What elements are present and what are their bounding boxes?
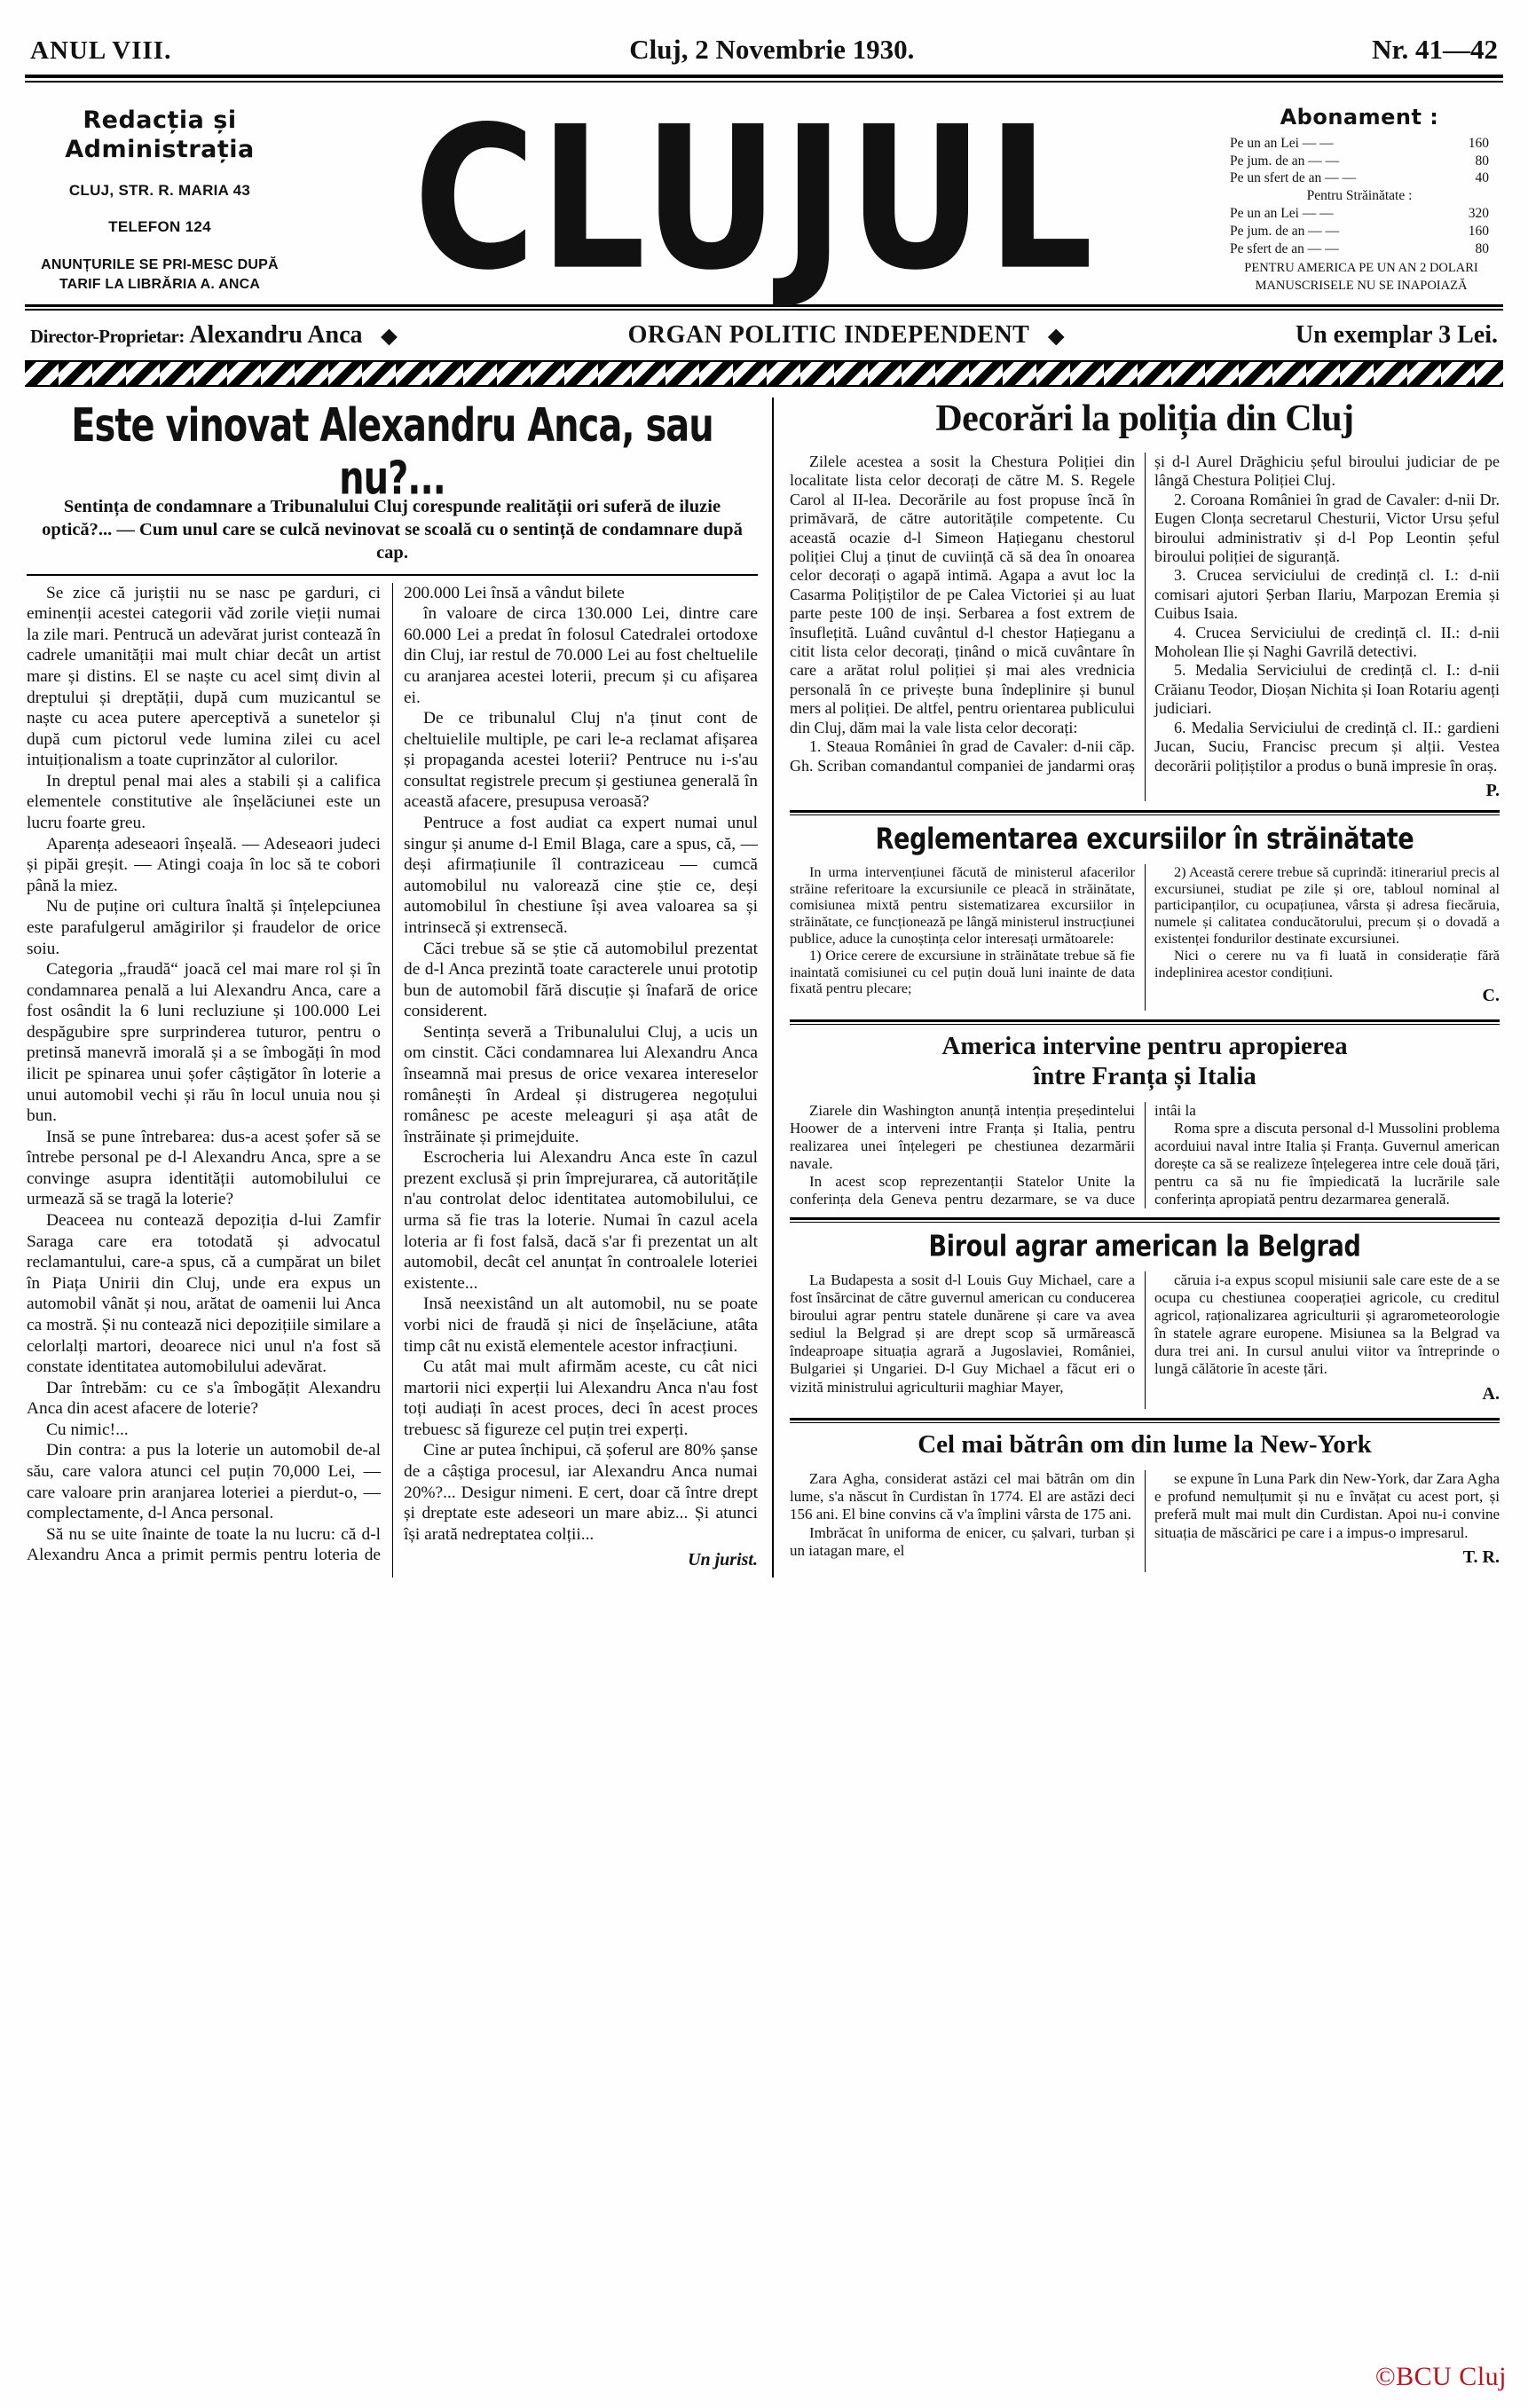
article-america <box>790 1032 1500 1208</box>
article-police-headline: Decorări la poliția din Cluj <box>935 398 1354 439</box>
paragraph: Dar întrebăm: cu ce s'a îmbogățit Alexandru Anca din acest afacere de loterie? <box>27 1378 381 1419</box>
editorial-address: CLUJ, STR. R. MARIA 43 <box>68 182 251 200</box>
article-excursii-body <box>790 864 1500 1011</box>
headline-line-2: între Franța și Italia <box>1033 1061 1256 1090</box>
sub-label: Pe jum. de an — — <box>1230 223 1340 239</box>
paragraph: 1. Steaua României în grad de Cavaler: d-nii căp. Gh. Scriban comandantul companiei de jandarmi oraș și d-l Aurel Drăghiciu șeful biroului judiciar de pe lângă Chestura Poliției Cluj. <box>790 452 1500 775</box>
foreign-subscription-heading: Pentru Străinătate : <box>1306 188 1413 204</box>
sub-label: Pe jum. de an — — <box>1230 153 1340 169</box>
organ-label: ORGAN POLITIC INDEPENDENT <box>627 321 1029 349</box>
paragraph: 1) Orice cerere de excursiune in străinătate trebue să fie inaintată comisiunei cu cel puțin două luni inainte de data fixată pentru plecare; <box>790 947 1135 997</box>
advertising-note: ANUNȚURILE SE PRI-MESC DUPĂ TARIF LA LIBRĂRIA A. ANCA <box>41 257 279 292</box>
ornament-band <box>25 360 1503 387</box>
paragraph: Cu nimic!... <box>46 1420 129 1439</box>
sub-value: 80 <box>1475 240 1489 256</box>
article-excursii <box>790 822 1500 1011</box>
page-header <box>0 0 1528 66</box>
paragraph: Insă se pune întrebarea: dus-a acest șofer să se întrebe personal pe d-l Alexandru Anca, spre a se convinge asupra identității automobilului ce urmează să se tragă la loterie? <box>27 1127 381 1209</box>
paragraph: căruia i-a expus scopul misiunii sale care este de a se ocupa cu chestiunea cooperației agricole, cu creditul agricol, raționalizarea agriculturii și agrarometeorologie în statele agrare europene. Misiunea sa la Belgrad va dura trei ani. In cursul anului viitor va întreprinde o lungă călătorie în aceste țări. <box>1154 1271 1500 1378</box>
paragraph: 5. Medalia Serviciului de credință cl. I.: d-nii Crăianu Teodor, Dioșan Nichita și Ioan Rotariu agenți judiciari. <box>1154 661 1500 718</box>
article-america-body <box>790 1102 1500 1208</box>
article-main-headline: Este vinovat Alexandru Anca, sau nu?... <box>71 399 713 506</box>
subscription-heading: Abonament : <box>1280 104 1439 130</box>
main-content <box>0 397 1528 1578</box>
masthead <box>0 83 1528 315</box>
article-america-headline <box>790 1032 1500 1091</box>
article-main <box>27 397 774 1578</box>
subscription-row <box>1230 153 1501 170</box>
manuscript-note: MANUSCRISELE NU SE INAPOIAZĂ <box>1255 279 1468 294</box>
sub-value: 80 <box>1475 153 1489 169</box>
divider <box>790 1418 1500 1423</box>
paragraph: Cu atât mai mult afirmăm aceste, cu cât nici martorii nici experții lui Alexandru Anca n'au fost toți audiați în acest proces, deci în acest proces trebuesc să figureze cel puțin trei experți. <box>404 1357 758 1439</box>
paragraph: se expune în Luna Park din New-York, dar Zara Agha e profund nemulțumit și nu e învățat cu acest port, și preferă mult mai mult din Curdistan. Apoi nu-i convine situația de măscărici pe care i a impus-o impresarul. <box>1154 1470 1500 1541</box>
headline-line-1: America intervine pentru apropierea <box>941 1032 1348 1061</box>
paragraph: 3. Crucea serviciului de credință cl. I.: d-nii comisari ajutori Șerban Ilariu, Marpozan Eremia și Cuibus Isaia. <box>1154 566 1500 623</box>
paragraph: Zara Agha, considerat astăzi cel mai bătrân om din lume, s'a născut în Curdistan în 1774. El are astăzi deci 156 ani. El bine convins că v'a împlini vârsta de 175 ani. <box>790 1470 1135 1523</box>
article-agrar-signature: A. <box>1482 1383 1500 1404</box>
paragraph: Ziarele din Washington anunță intenția președintelui Hoower de a interveni intre Franța și Italia, pentru realizarea unei înțelegeri pe chestiunea dezarmării navale. <box>790 1101 1135 1173</box>
divider <box>27 574 758 576</box>
director-name: Alexandru Anca <box>189 321 363 349</box>
divider <box>790 1019 1500 1025</box>
right-column-stack <box>774 397 1500 1578</box>
paragraph: 4. Crucea Serviciului de credință cl. II.: d-nii Moholean Ilie și Naghi Gavrilă detectivi. <box>1154 623 1500 661</box>
editorial-phone: TELEFON 124 <box>108 218 211 236</box>
sub-label: Pe un an Lei — — <box>1230 135 1334 151</box>
article-police-signature: P. <box>1485 780 1500 800</box>
sub-label: Pe un sfert de an — — <box>1230 170 1357 186</box>
article-batran-headline: Cel mai bătrân om din lume la New-York <box>918 1430 1372 1460</box>
paragraph: Nici o cerere nu va fi luată in considerație fără indeplinirea acestor condițiuni. <box>1154 947 1500 980</box>
dateline: Cluj, 2 Novembrie 1930. <box>629 34 915 65</box>
paragraph: Insă neexistând un alt automobil, nu se poate vorbi nici de fraudă și nici de înșelăciune, atâta timp cât nu există elementele acestor infracțiuni. <box>404 1294 758 1356</box>
paragraph: Nu de puține ori cultura înaltă și înțelepciunea este parafulgerul amăgirilor și fraudelor de orice soiu. <box>27 897 381 958</box>
article-batran <box>790 1430 1500 1572</box>
paragraph: Se zice că juriștii nu se nasc pe garduri, ci eminenții acestei categorii văd zorile vieții numai la zile mari. Pentrucă un adevărat jurist contează în cadrele umanității mai mult chiar decât un artist mare și distins. El se naște cu acel simț divin al dreptului și dreptății, după cum muzicantul se naște cu acea putere aperceptivă a sunetelor și după cum pictorul vede lumina zilei cu acel intuiționalism a toate cuprinzător al culorilor. <box>27 583 381 770</box>
paragraph: In urma intervențiunei făcută de ministerul afacerilor străine referitoare la excursiunile ce pleacă in străinătate, comisiunea mixtă pentru sistematizarea excursiilor in străinătate, ce funcționează pe lângă ministerul instrucțiunei publice, aduce la cunoștința celor interesați următoarele: <box>790 863 1135 948</box>
sub-value: 320 <box>1468 206 1489 222</box>
article-agrar-headline: Biroul agrar american la Belgrad <box>928 1230 1361 1264</box>
paragraph: Deaceea nu contează depoziția d-lui Zamfir Saraga care era totodată și advocatul reclamantului, care-a spus, că a cumpărat un bilet în Piața Unirii din Cluj, unde era expus un automobil vânăt și nou, arătat de oamenii lui Anca ca mostră. Și nu contează nici depozițiile similare a celorlalți martori, deoarece nici unul n'a fost să constate identitatea automobilului adevărat. <box>27 1211 381 1377</box>
paragraph: Cine ar putea închipui, că șoferul are 80% șanse de a câștiga procesul, iar Alexandru Anca numai 20%?... Desigur nimeni. E cert, doar că între drept și dreptate este adeseori un mare abiz... Și atunci își arată nedreptatea colții... <box>404 1441 758 1544</box>
sub-value: 160 <box>1468 223 1489 239</box>
sub-label: Pe sfert de an — — <box>1230 240 1339 256</box>
sub-value: 40 <box>1475 170 1489 186</box>
subscription-row-foreign <box>1230 240 1501 258</box>
paragraph: Sentința severă a Tribunalului Cluj, a ucis un om cinstit. Căci condamnarea lui Alexandru Anca înseamnă mai presus de orice vexarea intereselor românești în Ardeal și distrugerea negoțului românesc pe aceste meleaguri și așa atât de înstrăinate și primejduite. <box>404 1022 758 1146</box>
sub-value: 160 <box>1468 135 1489 151</box>
subscription-row-foreign <box>1230 205 1501 223</box>
article-main-body <box>27 583 758 1578</box>
article-police <box>790 397 1500 801</box>
diamond-icon: ◆ <box>1048 325 1065 347</box>
paragraph: La Budapesta a sosit d-l Louis Guy Michael, care a fost însărcinat de către guvernul american cu conducerea biroului agrar pentru statele dunărene și care va avea sediul la Belgrad și are drept scop să urmărească îndeaproape situația agrară a Jugoslaviei, României, Bulgariei și Ungariei. D-l Guy Michael a făcut eri o vizită ministrului agriculturii maghiar Mayer, <box>790 1271 1135 1396</box>
divider <box>790 810 1500 815</box>
paragraph: De ce tribunalul Cluj n'a ținut cont de cheltuielile multiple, pe cari le-a reclamat afișarea și propaganda acestei loterii? Pentruce nu i-s'au consultat registrele precum și gestiunea generală în această afacere, presupusa veroasă? <box>404 709 758 812</box>
director-info <box>30 321 409 350</box>
director-bar <box>0 311 1528 357</box>
article-agrar-body <box>790 1271 1500 1409</box>
watermark: ©BCU Cluj <box>1374 2362 1507 2391</box>
paragraph: Zilele acestea a sosit la Chestura Poliției din localitate lista celor decorați de către M. S. Regele Carol al II-lea. Decorările au fost propuse încă în primăvară, de către autoritățile competente. Cu această ocazie d-l Simeon Hațieganu chestorul poliției Cluj a ținut de cuviință că să dea în onoarea celor decorați o agapă intimă. Agapa a avut loc la Casarma Polițiștilor de pe Calea Victoriei și au luat parte peste 100 de inși. Serbarea a fost extrem de însuflețită. Luând cuvântul d-l chestor Hațieganu a citit lista celor decorați, ținând o mică cuvântare în care a arătat rolul poliției și mai ales vrednicia personală în ce privește buna îndeplinire și bunul mers al poliției. De altfel, pentru orientarea publicului din Cluj, dăm mai la vale lista celor decorați: <box>790 452 1135 736</box>
paragraph: Imbrăcat în uniforma de enicer, cu șalvari, turban și un iatagan mare, el <box>790 1523 1135 1559</box>
editorial-office-line1: Redacția și <box>83 106 237 134</box>
america-subscription: PENTRU AMERICA PE UN AN 2 DOLARI <box>1244 260 1478 275</box>
volume-year: ANUL VIII. <box>30 36 172 65</box>
article-main-signature: Un jurist. <box>688 1550 758 1570</box>
header-rule <box>25 75 1503 83</box>
subscription-row-foreign <box>1230 223 1501 240</box>
editorial-office-line2: Administrația <box>65 136 255 164</box>
organ-subtitle <box>628 321 1077 350</box>
issue-number: Nr. 41—42 <box>1372 34 1498 65</box>
paragraph: In acest scop reprezentanții Statelor Unite la conferința dela Geneva pentru dezarmare, se va duce intâi la <box>790 1101 1196 1208</box>
article-police-body <box>790 452 1500 801</box>
paragraph: Escrocheria lui Alexandru Anca este în cazul prezent exclusă și prin împrejurarea, că autoritățile n'au controlat deloc identitatea automobilului, ce urma să fie tras la loterie. Numai în cazul acela loteria ar fi fost falsă, dacă s'ar fi prezentat un alt automobil, decât cel anunțat în controalele loteriei existente... <box>404 1148 758 1293</box>
article-batran-body <box>790 1470 1500 1572</box>
subscription-row <box>1230 135 1501 153</box>
divider <box>790 1217 1500 1223</box>
copy-price: Un exemplar 3 Lei. <box>1295 321 1498 349</box>
article-main-deck: Sentința de condamnare a Tribunalului Cluj corespunde realității ori suferă de iluzie optică?... — Cum unul care se culcă nevinovat se scoală cu o sentință de condamnare după cap. <box>42 497 743 563</box>
sub-label: Pe un an Lei — — <box>1230 206 1334 222</box>
paragraph: 6. Medalia Serviciului de credință cl. II.: gardieni Jucan, Suciu, Francisc precum și alții. Vestea decorării polițiștilor a produs o bună impresie în oraș. <box>1154 718 1500 775</box>
article-excursii-signature: C. <box>1482 986 1500 1006</box>
subscription-block <box>1217 105 1501 295</box>
masthead-left-block <box>27 106 293 295</box>
newspaper-title: CLUJUL <box>413 84 1098 315</box>
paragraph: în valoare de circa 130.000 Lei, dintre care 60.000 Lei a predat în folosul Catedralei ortodoxe din Cluj, iar restul de 70.000 Lei au fost cheltuelile cu aranjarea acestei loterii, precum și cu afișarea ei. <box>404 604 758 707</box>
article-batran-signature: T. R. <box>1462 1546 1500 1567</box>
paragraph: Roma spre a discuta personal d-l Mussolini problema acorduiui naval intre Italia și Franța. Guvernul american dorește ca să se realizeze înțelegerea intre cele două țări, pentru ca să nu fie împiedicată la lucrările sale conferința apropiată pentru dezarmarea generală. <box>1154 1120 1500 1208</box>
paragraph: Categoria „fraudă“ joacă cel mai mare rol și în condamnarea penală a lui Alexandru Anca, care a fost osândit la 6 luni recluziune și 100.000 Lei despăgubire spre surprinderea tuturor, pentru o pretinsă manevră imorală și a se îmbogăți în mod ilicit pe spinarea unui șofer câștigător în loterie a unui automobil vechi și rău în locul unuia nou și bun. <box>27 960 381 1126</box>
paragraph: Aparența adeseaori înșeală. — Adeseaori judeci și pipăi greșit. — Atingi coaja în loc să te cobori până la miez. <box>27 834 381 895</box>
paragraph: Să nu se uite înainte de toate la nu lucru: că d-l Alexandru Anca a primit permis pentru loteria de 200.000 Lei însă a vândut bilete <box>27 583 625 1565</box>
paragraph: Căci trebue să se știe că automobilul prezentat de d-l Anca prezintă toate caracterele unui prototip bun de automobil fără discuție și înafară de orice considerent. <box>404 939 758 1021</box>
paragraph: Din contra: a pus la loterie un automobil de-al său, care valora atunci cel puțin 70,000 Lei, — care valoare prin aranjarea loteriei a pierdut-o, — complectamente, d-l Anca personal. <box>27 1441 381 1523</box>
subscription-row <box>1230 169 1501 187</box>
paragraph: In dreptul penal mai ales a stabili și a califica elementele constitutive ale înșelăciunei este un lucru foarte greu. <box>27 771 381 833</box>
article-excursii-headline: Reglementarea excursiilor în străinătate <box>875 822 1414 856</box>
diamond-icon: ◆ <box>381 325 398 347</box>
paragraph: 2. Coroana României în grad de Cavaler: d-nii Dr. Eugen Clonța secretarul Chesturii, Victor Ursu șeful biroului administrativ și d-l Pop Leontin șeful biroului poliției de siguranță. <box>1154 490 1500 566</box>
paragraph: 2) Această cerere trebue să cuprindă: itinerariul precis al excursiunei, studiat pe zile și ore, tabloul nominal al participanților, cu ocupațiunea, vârsta și adresa fiecăruia, numele și calitatea conducătorului, precum și o dovadă a existenței fondurilor destinate excursiunei. <box>1154 863 1500 948</box>
director-label: Director-Proprietar: <box>30 326 185 347</box>
paragraph: Pentruce a fost audiat ca expert numai unul singur și anume d-l Emil Blaga, care a spus, că, — deși afirmațiunile îl contraziceau — cumcă automobilul nu valorează cine știe ce, deși automobilul în chestiune își avea valoarea sa și intrinsecă și extrensecă. <box>404 814 758 937</box>
article-agrar <box>790 1230 1500 1409</box>
subscription-rows <box>1217 135 1501 295</box>
